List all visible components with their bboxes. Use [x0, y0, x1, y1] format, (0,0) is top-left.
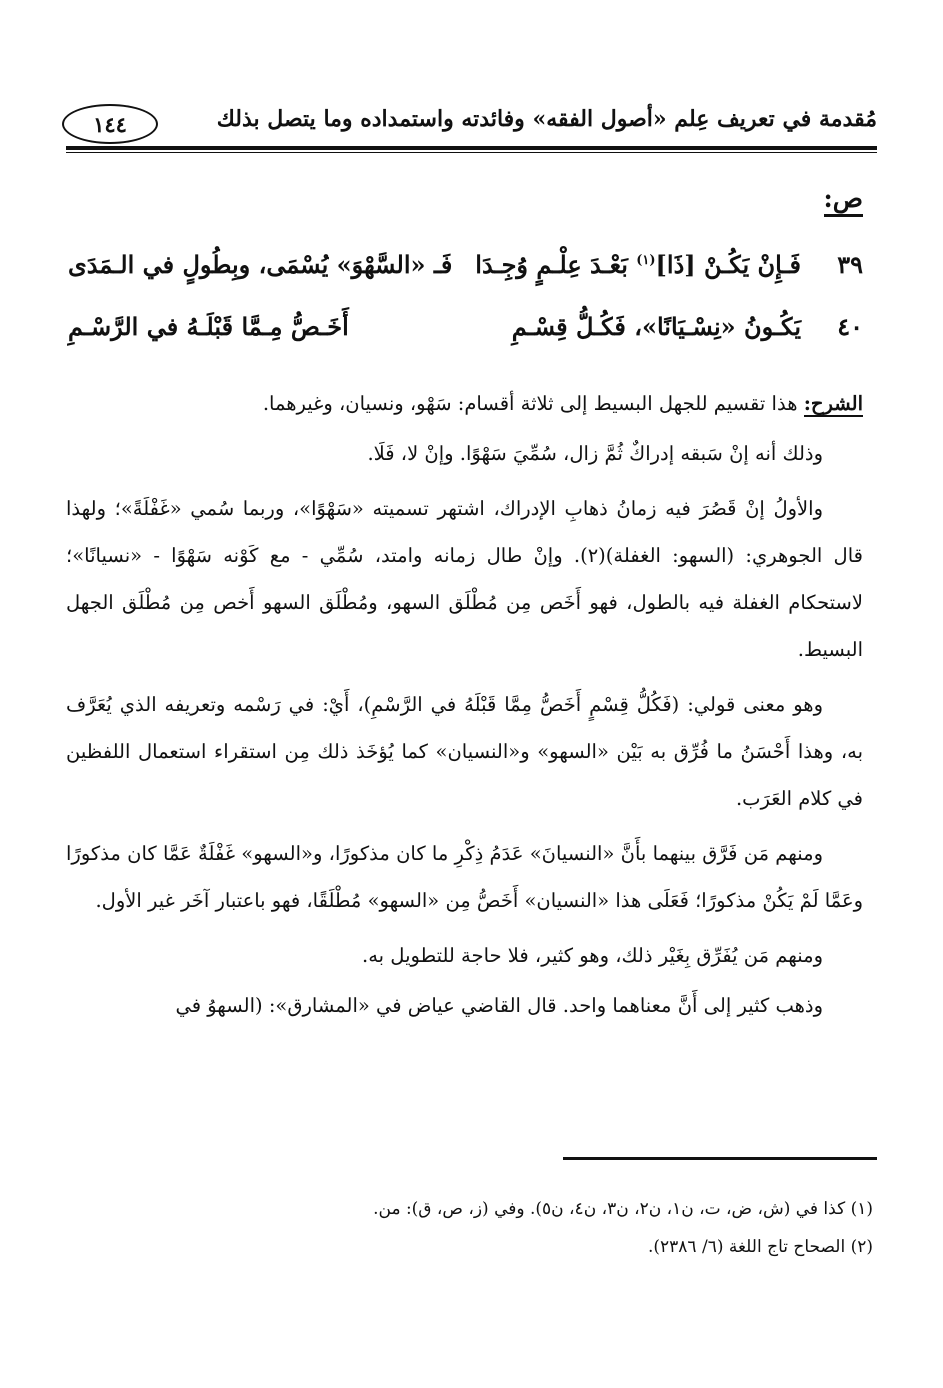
- sharh-paragraph: ومنهم مَن فَرَّق بينهما بأَنَّ «النسيانَ» عَدَمُ ذِكْرِ ما كان مذكورًا، و«السهو» غَفْلَةٌ عَمَّا كان مذكورًا وعَمَّا لَمْ يَكُنْ مذكورًا؛ فَعَلَى هذا «النسيان» أَخَصُّ مِن «السهو» مُطْلَقًا، فهو باعتبار آخَر غير الأول.: [66, 842, 863, 912]
- sharh-paragraph: ومنهم مَن يُفَرِّق بِغَيْر ذلك، وهو كثير، فلا حاجة للتطويل به.: [362, 944, 823, 967]
- footnotes: [66, 1190, 873, 1266]
- sharh-label: الشرح:: [803, 392, 863, 415]
- header-rule-thin: [66, 152, 877, 153]
- verse-number: ٣٩: [837, 250, 863, 279]
- verse-first-hemistich: يَكُـونُ «نِسْـيَانًا»، فَكُـلُّ قِسْـمِ: [511, 312, 801, 341]
- page-header: [62, 100, 877, 144]
- verse-second-hemistich: أَخَـصُّ مِـمَّا قَبْلَـهُ في الرَّسْـمِ: [68, 312, 349, 341]
- verse-40: [68, 312, 863, 356]
- running-title: مُقدمة في تعريف عِلم «أصول الفقه» وفائدته واستمداده وما يتصل بذلك: [216, 106, 877, 132]
- sharh-paragraph: وذلك أنه إنْ سَبقه إدراكٌ ثُمَّ زال، سُمِّيَ سَهْوًا. وإنْ لا، فَلَا.: [367, 442, 823, 465]
- header-rule-thick: [66, 146, 877, 150]
- verse-number: ٤٠: [837, 312, 863, 341]
- matn-label: ص:: [824, 184, 863, 217]
- verse-39: [68, 250, 863, 294]
- sharh-paragraph: الشرح: هذا تقسيم للجهل البسيط إلى ثلاثة أقسام: سَهْو، ونسيان، وغيرهما.: [262, 392, 863, 415]
- footnote-ref-1: (١): [636, 253, 656, 268]
- sharh-paragraph: وهو معنى قولي: (فَكُلُّ قِسْمٍ أَخَصُّ مِمَّا قَبْلَهُ في الرَّسْمِ)، أَيْ: في رَسْمه وتعريفه الذي يُعَرَّف به، وهذا أَحْسَنُ ما فُرِّق به بَيْن «السهو» و«النسيان» كما يُؤخَذ ذلك مِن استقراء استعمال اللفظين في كلام العَرَب.: [66, 693, 863, 810]
- sharh-paragraph: وذهب كثير إلى أَنَّ معناهما واحد. قال القاضي عياض في «المشارق»: (السهوُ في: [175, 994, 823, 1017]
- footnote-1: (١) كذا في (ش، ض، ت، ن١، ن٢، ن٣، ن٤، ن٥). وفي (ز، ص، ق): من.: [373, 1199, 873, 1219]
- page-number: ١٤٤: [62, 104, 158, 144]
- sharh-body: [66, 380, 863, 1029]
- footnote-2: (٢) الصحاح تاج اللغة (٦/ ٢٣٨٦).: [647, 1237, 873, 1257]
- verse-second-hemistich: فَـ «السَّهْوَ» يُسْمَى، وبِطُولٍ في الـمَدَى: [68, 250, 453, 279]
- verse-first-hemistich: فَـإِنْ يَكُـنْ [ذَا]$^{(١)}$ بَعْـدَ عِلْـمٍ وُجِـدَا: [475, 250, 801, 279]
- sharh-paragraph: والأولُ إنْ قَصُرَ فيه زمانُ ذهابِ الإدراك، اشتهر تسميته «سَهْوًا»، وربما سُمي «غَفْلَةً»؛ ولهذا قال الجوهري: (السهو: الغفلة)(٢). وإنْ طال زمانه وامتد، سُمِّي - مع كَوْنه سَهْوًا - «نسيانًا»؛ لاستحكام الغفلة فيه بالطول، فهو أَخَص مِن مُطْلَق السهو، ومُطْلَق السهو أَخص مِن مُطْلَق الجهل البسيط.: [66, 497, 863, 661]
- footnote-separator: [563, 1157, 877, 1160]
